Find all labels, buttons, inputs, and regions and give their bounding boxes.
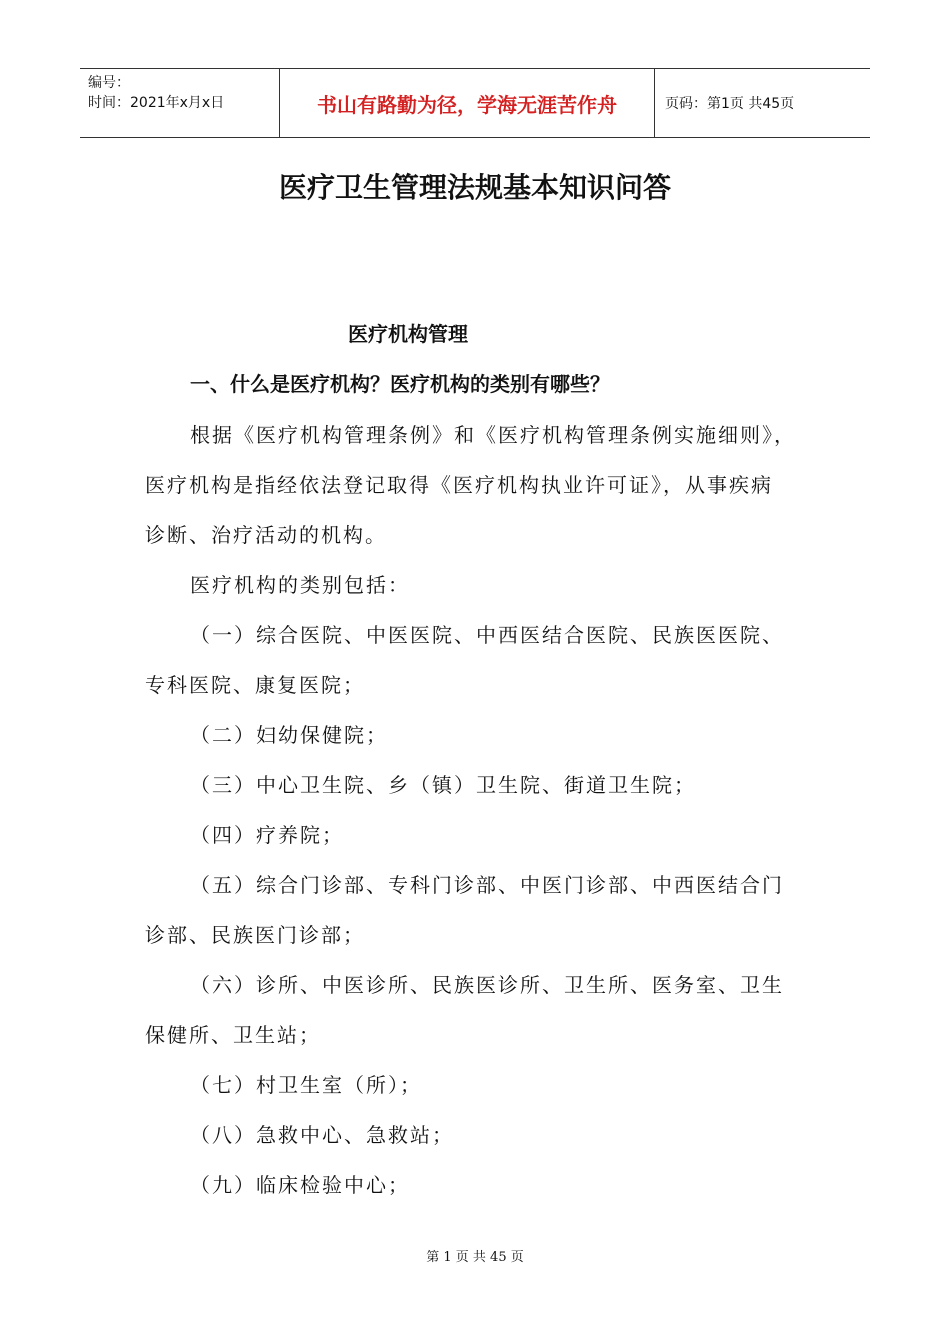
date-label: 时间：2021年x月x日 — [88, 95, 225, 111]
body-line: （八）急救中心、急救站； — [190, 1123, 454, 1147]
header-meta — [80, 69, 280, 137]
header-table — [80, 68, 870, 138]
document-title: 医疗卫生管理法规基本知识问答 — [278, 171, 671, 204]
body-line: （二）妇幼保健院； — [190, 723, 388, 747]
body-line: （五）综合门诊部、专科门诊部、中医门诊部、中西医结合门 — [190, 873, 784, 897]
body-line: 诊断、治疗活动的机构。 — [145, 523, 387, 547]
body-line: （三）中心卫生院、乡（镇）卫生院、街道卫生院； — [190, 773, 696, 797]
body-line: 专科医院、康复医院； — [145, 673, 365, 697]
body-line: 诊部、民族医门诊部； — [145, 923, 365, 947]
body-line: 医疗机构是指经依法登记取得《医疗机构执业许可证》，从事疾病 — [145, 473, 773, 497]
body-text — [145, 410, 825, 1210]
number-label: 编号： — [88, 75, 130, 91]
body-line: （六）诊所、中医诊所、民族医诊所、卫生所、医务室、卫生 — [190, 973, 784, 997]
body-line: 保健所、卫生站； — [145, 1023, 321, 1047]
motto: 书山有路勤为径，学海无涯苦作舟 — [280, 69, 655, 137]
body-line: 医疗机构的类别包括： — [190, 573, 410, 597]
body-line: 根据《医疗机构管理条例》和《医疗机构管理条例实施细则》， — [190, 423, 796, 447]
body-line: （四）疗养院； — [190, 823, 344, 847]
body-line: （一）综合医院、中医医院、中西医结合医院、民族医医院、 — [190, 623, 784, 647]
body-line: （九）临床检验中心； — [190, 1173, 410, 1197]
page-footer: 第 1 页 共 45 页 — [426, 1250, 524, 1265]
page-info: 页码：第1页 共45页 — [665, 96, 795, 112]
question-heading: 一、什么是医疗机构？医疗机构的类别有哪些？ — [190, 372, 610, 396]
section-heading: 医疗机构管理 — [348, 322, 468, 346]
body-line: （七）村卫生室（所）； — [190, 1073, 422, 1097]
